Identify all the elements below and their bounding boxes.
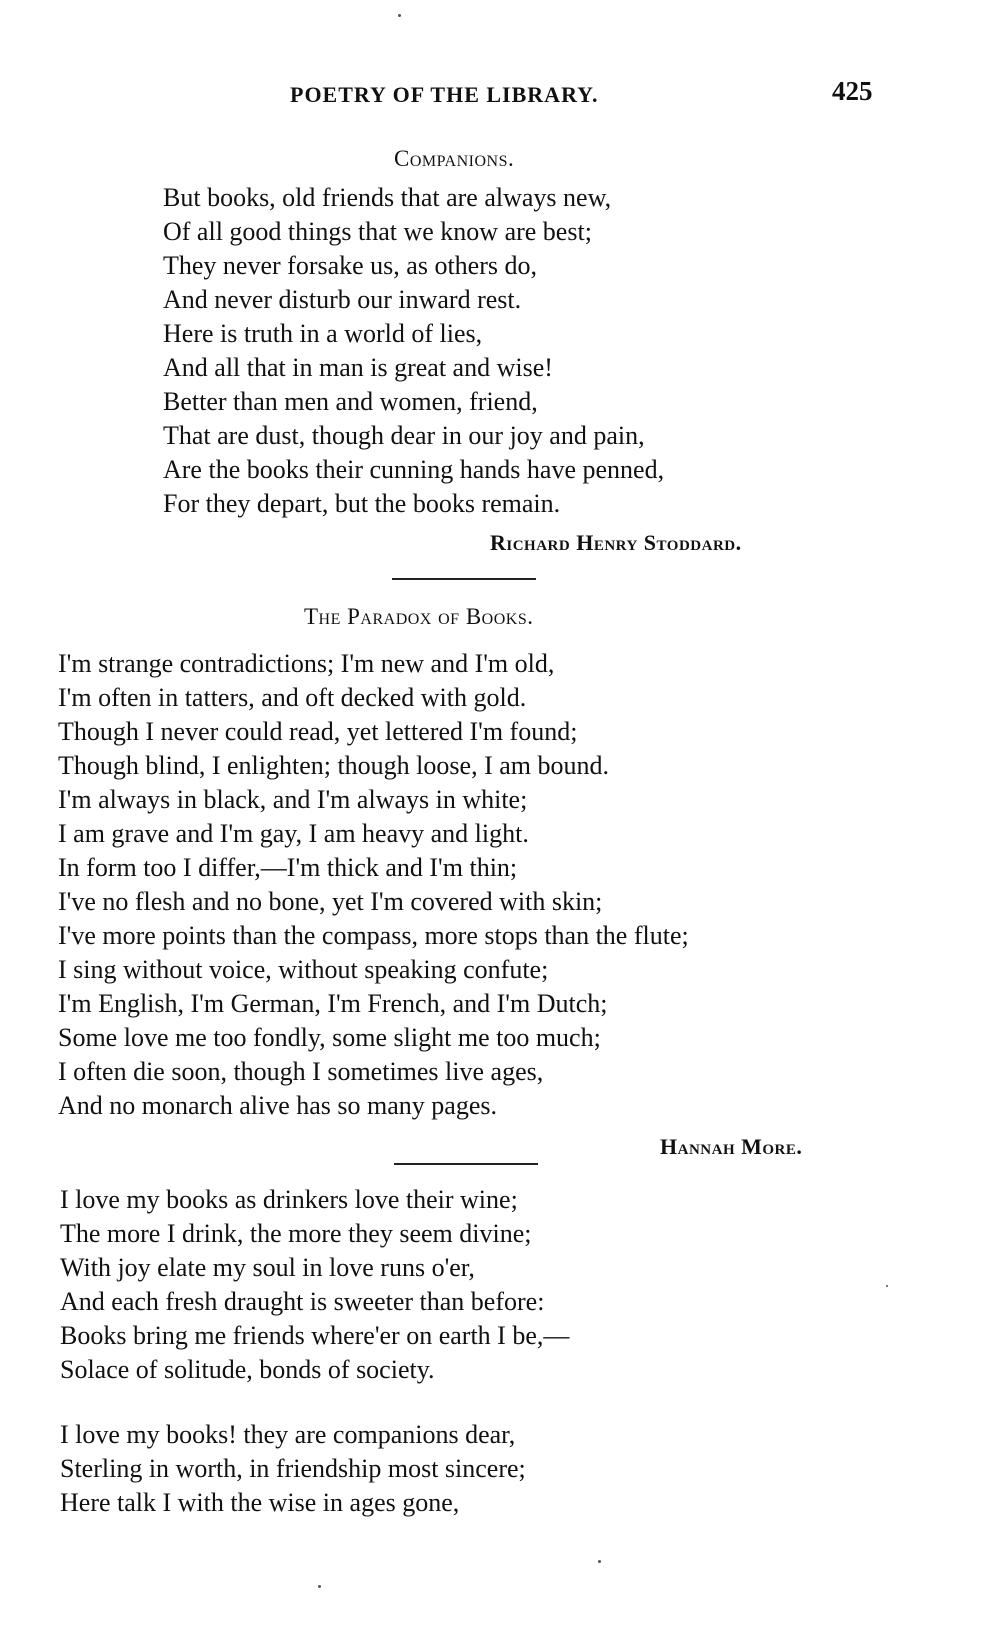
poem-title-paradox-of-books: The Paradox of Books. bbox=[304, 604, 534, 629]
poem-line: I'm often in tatters, and oft decked with gold. bbox=[58, 683, 527, 712]
poem-i-love-my-books-stanza-2 bbox=[60, 1418, 526, 1520]
poem-line: But books, old friends that are always new, bbox=[163, 183, 612, 212]
poem-line: With joy elate my soul in love runs o'er, bbox=[60, 1253, 475, 1282]
poem-title-companions: Companions. bbox=[394, 146, 515, 171]
poem-line: Some love me too fondly, some slight me too much; bbox=[58, 1023, 601, 1052]
poem-line: And no monarch alive has so many pages. bbox=[58, 1091, 498, 1120]
poem-line: The more I drink, the more they seem divine; bbox=[60, 1219, 532, 1248]
poem-line: Though blind, I enlighten; though loose, I am bound. bbox=[58, 751, 609, 780]
poem-line: And never disturb our inward rest. bbox=[163, 285, 522, 314]
poem-line: And each fresh draught is sweeter than before: bbox=[60, 1287, 545, 1316]
poem-line: They never forsake us, as others do, bbox=[163, 251, 537, 280]
section-divider bbox=[394, 1163, 538, 1165]
print-speck bbox=[886, 1285, 888, 1287]
poem-i-love-my-books-stanza-1 bbox=[60, 1183, 569, 1387]
poem-author-more: Hannah More. bbox=[660, 1134, 803, 1159]
poem-line: Are the books their cunning hands have penned, bbox=[163, 455, 665, 484]
print-speck bbox=[398, 14, 401, 17]
poem-line: I am grave and I'm gay, I am heavy and light. bbox=[58, 819, 529, 848]
poem-line: I'm English, I'm German, I'm French, and I'm Dutch; bbox=[58, 989, 608, 1018]
poem-line: Books bring me friends where'er on earth I be,— bbox=[60, 1321, 570, 1350]
poem-line: That are dust, though dear in our joy and pain, bbox=[163, 421, 645, 450]
poem-line: And all that in man is great and wise! bbox=[163, 353, 553, 382]
poem-line: I've more points than the compass, more stops than the flute; bbox=[58, 921, 689, 950]
poem-line: I sing without voice, without speaking confute; bbox=[58, 955, 549, 984]
print-speck bbox=[318, 1585, 321, 1588]
poem-line: Sterling in worth, in friendship most sincere; bbox=[60, 1454, 526, 1483]
poem-line: I often die soon, though I sometimes live ages, bbox=[58, 1057, 544, 1086]
poem-line: Though I never could read, yet lettered I'm found; bbox=[58, 717, 578, 746]
poem-line: For they depart, but the books remain. bbox=[163, 489, 561, 518]
poem-line: Of all good things that we know are best; bbox=[163, 217, 592, 246]
poem-line: I'm always in black, and I'm always in white; bbox=[58, 785, 528, 814]
poem-line: I've no flesh and no bone, yet I'm covered with skin; bbox=[58, 887, 603, 916]
print-speck bbox=[598, 1560, 601, 1563]
poem-paradox-of-books bbox=[58, 647, 689, 1123]
poem-line: Solace of solitude, bonds of society. bbox=[60, 1355, 435, 1384]
poem-author-stoddard: Richard Henry Stoddard. bbox=[490, 530, 742, 555]
poem-line: Better than men and women, friend, bbox=[163, 387, 538, 416]
poem-line: In form too I differ,—I'm thick and I'm thin; bbox=[58, 853, 518, 882]
page-number: 425 bbox=[832, 76, 873, 106]
running-head: POETRY OF THE LIBRARY. bbox=[290, 82, 599, 107]
poem-line: Here is truth in a world of lies, bbox=[163, 319, 483, 348]
section-divider bbox=[392, 578, 536, 580]
poem-line: I love my books! they are companions dear, bbox=[60, 1420, 516, 1449]
poem-line: I love my books as drinkers love their wine; bbox=[60, 1185, 518, 1214]
poem-companions bbox=[163, 181, 664, 521]
poem-line: I'm strange contradictions; I'm new and I'm old, bbox=[58, 649, 555, 678]
poem-line: Here talk I with the wise in ages gone, bbox=[60, 1488, 460, 1517]
